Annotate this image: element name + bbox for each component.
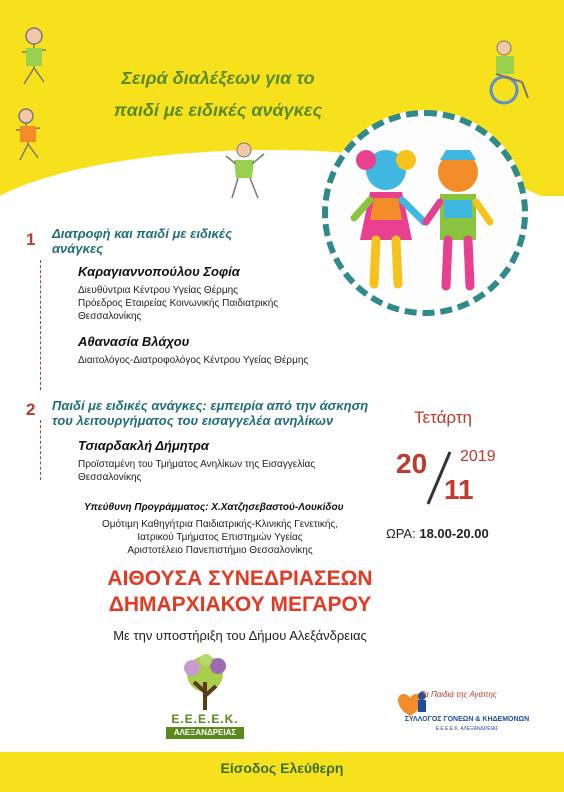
left-logo-text-1: Ε.Ε.Ε.Ε.Κ.: [171, 712, 239, 726]
title-line-2: παιδί με ειδικές ανάγκες: [113, 100, 323, 120]
poster-title: [68, 62, 368, 126]
speaker-1-desc-line-3: Θεσσαλονίκης: [78, 311, 142, 322]
title-line-1: Σειρά διαλέξεων για το: [121, 68, 315, 88]
puzzle-children-icon: [340, 140, 510, 300]
section-2-title-line-2: του λειτουργήματος του εισαγγελέα ανηλίκων: [52, 413, 334, 428]
event-year: 2019: [460, 448, 496, 465]
speaker-1-name: Καραγιαννοπούλου Σοφία: [78, 264, 240, 279]
section-2-number: 2: [26, 400, 36, 419]
section-1-title-line-1: Διατροφή και παιδί με ειδικές: [52, 226, 233, 241]
right-logo-text-2: ΣΥΛΛΟΓΟΣ ΓΟΝΕΩΝ & ΚΗΔΕΜΟΝΩΝ: [404, 716, 530, 723]
wheelchair-kid-icon: [474, 38, 544, 108]
speaker-1-description: [78, 284, 338, 323]
left-logo-text-2: ΑΛΕΞΑΝΔΡΕΙΑΣ: [166, 727, 244, 739]
kids-doodle-left-icon: [8, 20, 68, 170]
time-label: ΩΡΑ:: [386, 526, 416, 541]
speaker-2-description: Διαιτολόγος-Διατροφολόγος Κέντρου Υγείας Θέρμης: [78, 355, 309, 366]
section-1-title: [52, 226, 292, 256]
speaker-2-name: Αθανασία Βλάχου: [78, 334, 190, 349]
right-logo-text-1: Τα Παιδιά της Αγάπης: [420, 690, 497, 699]
speaker-1-desc-line-2: Πρόεδρος Εταιρείας Κοινωνικής Παιδιατρικής: [78, 298, 279, 309]
program-responsible-description: [60, 518, 380, 557]
speaker-1-desc-line-1: Διευθύντρια Κέντρου Υγείας Θέρμης: [78, 285, 238, 296]
section-1-title-line-2: ανάγκες: [52, 241, 104, 256]
speaker-3-name: Τσιαρδακλή Δήμητρα: [78, 438, 209, 453]
section-1-number: 1: [26, 230, 36, 249]
speaker-3-description: [78, 458, 368, 484]
support-text: Με την υποστήριξη του Δήμου Αλεξάνδρειας: [113, 628, 367, 643]
dashed-timeline-2: [40, 420, 41, 480]
responsible-line-1: Ομότιμη Καθηγήτρια Παιδιατρικής-Κλινικής Γενετικής,: [101, 519, 339, 530]
venue-line-2: ΔΗΜΑΡΧΙΑΚΟΥ ΜΕΓΑΡΟΥ: [108, 593, 372, 616]
dashed-timeline-1: [40, 260, 41, 390]
kid-doodle-center-icon: [222, 140, 268, 202]
free-entry-text: Είσοδος Ελεύθερη: [220, 760, 344, 776]
right-logo-text-3: Ε.Ε.Ε.Ε.Κ. ΑΛΕΞΑΝΔΡΕΙΑΣ: [435, 726, 499, 732]
speaker-3-desc-line-1: Προϊσταμένη του Τμήματος Ανηλίκων της Εισαγγελίας: [78, 459, 316, 470]
section-2-title: [52, 398, 392, 428]
event-weekday: Τετάρτη: [414, 408, 472, 427]
venue-title: [40, 566, 440, 618]
event-time: [386, 526, 489, 541]
program-responsible-label: Υπεύθυνη Προγράμματος: Χ.Χατζησεβαστού-Λουκίδου: [84, 502, 344, 513]
tree-logo-icon: [170, 652, 240, 712]
responsible-line-3: Αριστοτέλειο Πανεπιστήμιο Θεσσαλονίκης: [127, 545, 313, 556]
responsible-line-2: Ιατρικού Τμήματος Επιστημών Υγείας: [137, 532, 303, 543]
venue-line-1: ΑΙΘΟΥΣΑ ΣΥΝΕΔΡΙΑΣΕΩΝ: [107, 567, 373, 590]
time-value: 18.00-20.00: [419, 526, 489, 541]
event-month: 11: [444, 474, 474, 505]
section-2-title-line-1: Παιδί με ειδικές ανάγκες: εμπειρία από την άσκηση: [52, 398, 369, 413]
event-day: 20: [396, 448, 428, 479]
speaker-3-desc-line-2: Θεσσαλονίκης: [78, 472, 142, 483]
